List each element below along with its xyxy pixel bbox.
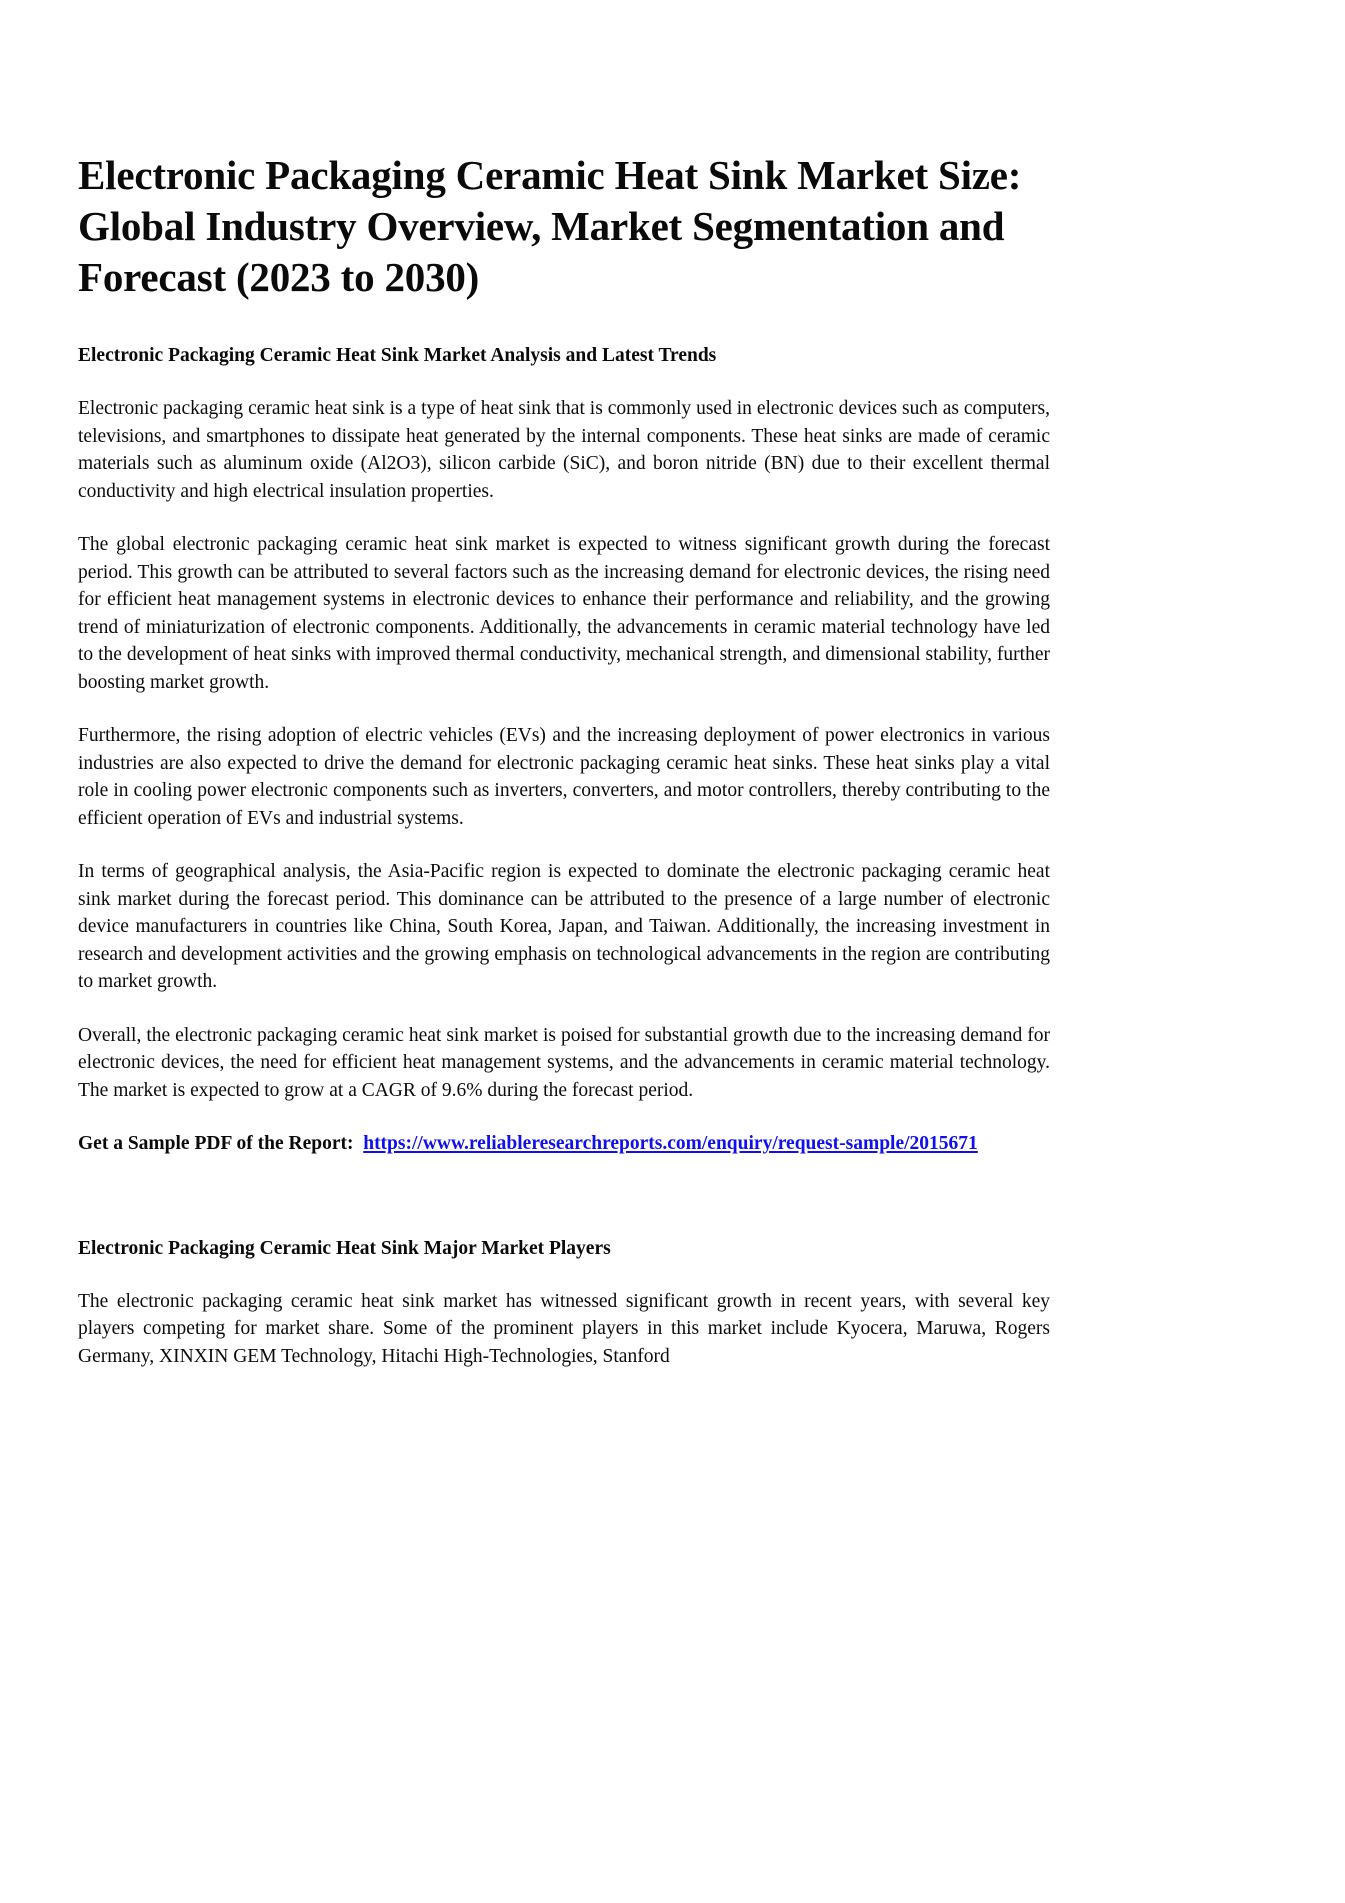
paragraph-growth-drivers: The global electronic packaging ceramic heat sink market is expected to witness significant growth during the forecast period. This growth can be attributed to several factors such as the increasing demand for electronic devices, the rising need for efficient heat management systems in electronic devices to enhance their performance and reliability, and the growing trend of miniaturization of electronic components. Additionally, the advancements in ceramic material technology have led to the development of heat sinks with improved thermal conductivity, mechanical strength, and dimensional stability, further boosting market growth. — [78, 534, 1050, 693]
sample-pdf-label: Get a Sample PDF of the Report: — [78, 1133, 354, 1154]
sample-pdf-link[interactable]: https://www.reliableresearchreports.com/enquiry/request-sample/2015671 — [363, 1133, 978, 1154]
sample-pdf-block — [78, 1130, 1050, 1158]
section-heading-major-players: Electronic Packaging Ceramic Heat Sink Major Market Players — [78, 1237, 611, 1259]
section-heading-analysis: Electronic Packaging Ceramic Heat Sink Market Analysis and Latest Trends — [78, 345, 717, 366]
paragraph-overall-outlook: Overall, the electronic packaging ceramic heat sink market is poised for substantial growth due to the increasing demand for electronic devices, the need for efficient heat management systems, and the advancements in ceramic material technology. The market is expected to grow at a CAGR of 9.6% during the forecast period. — [78, 1024, 1050, 1101]
page-title: Electronic Packaging Ceramic Heat Sink Market Size: Global Industry Overview, Market Segmentation and Forecast (2023 to 2030) — [78, 152, 1022, 300]
paragraph-major-players: The electronic packaging ceramic heat sink market has witnessed significant growth in recent years, with several key players competing for market share. Some of the prominent players in this market include Kyocera, Maruwa, Rogers Germany, XINXIN GEM Technology, Hitachi High-Technologies, Stanford — [78, 1290, 1050, 1367]
paragraph-geographical-analysis: In terms of geographical analysis, the Asia-Pacific region is expected to dominate the electronic packaging ceramic heat sink market during the forecast period. This dominance can be attributed to the presence of a large number of electronic device manufacturers in countries like China, South Korea, Japan, and Taiwan. Additionally, the increasing investment in research and development activities and the growing emphasis on technological advancements in the region are contributing to market growth. — [78, 861, 1050, 992]
paragraph-definition: Electronic packaging ceramic heat sink is a type of heat sink that is commonly used in electronic devices such as computers, televisions, and smartphones to dissipate heat generated by the internal components. These heat sinks are made of ceramic materials such as aluminum oxide (Al2O3), silicon carbide (SiC), and boron nitride (BN) due to their excellent thermal conductivity and high electrical insulation properties. — [78, 398, 1050, 502]
paragraph-ev-power-electronics: Furthermore, the rising adoption of electric vehicles (EVs) and the increasing deployment of power electronics in various industries are also expected to drive the demand for electronic packaging ceramic heat sinks. These heat sinks play a vital role in cooling power electronic components such as inverters, converters, and motor controllers, thereby contributing to the efficient operation of EVs and industrial systems. — [78, 725, 1050, 829]
section-spacer — [78, 1184, 1050, 1236]
